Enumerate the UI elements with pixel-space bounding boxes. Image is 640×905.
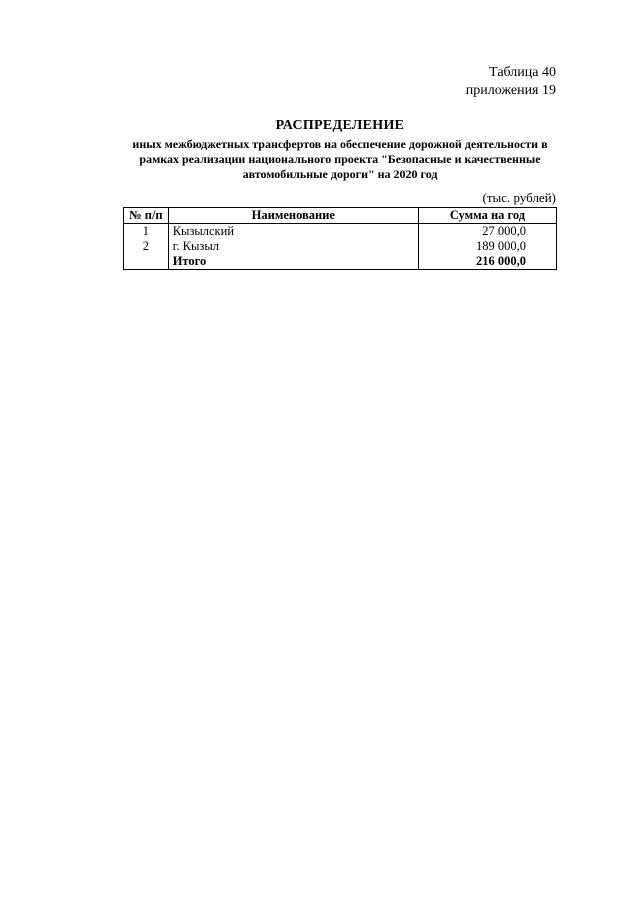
subtitle-line-2: рамках реализации национального проекта "Безопасные и качественные [139, 152, 541, 166]
total-row [124, 254, 557, 270]
row-sum: 27 000,0 [418, 224, 556, 240]
total-sum: 216 000,0 [418, 254, 556, 270]
subtitle-line-1: иных межбюджетных трансфертов на обеспечение дорожной деятельности в [132, 137, 548, 151]
table-number: Таблица 40 [489, 65, 556, 80]
header-name: Наименование [168, 208, 418, 224]
row-num: 1 [124, 224, 169, 240]
total-num [124, 254, 169, 270]
header-sum: Сумма на год [418, 208, 556, 224]
distribution-table [123, 207, 557, 270]
document-subtitle [110, 137, 570, 182]
title-block [110, 117, 570, 182]
table-reference [466, 64, 556, 100]
units-label: (тыс. рублей) [482, 190, 556, 205]
header-num: № п/п [124, 208, 169, 224]
document-title: РАСПРЕДЕЛЕНИЕ [275, 118, 405, 133]
row-name: г. Кызыл [168, 239, 418, 254]
subtitle-line-3: автомобильные дороги" на 2020 год [242, 167, 438, 181]
appendix-number: приложения 19 [465, 83, 556, 98]
total-label: Итого [168, 254, 418, 270]
table-row [124, 239, 557, 254]
table-row [124, 224, 557, 240]
table-header-row [124, 208, 557, 224]
row-sum: 189 000,0 [418, 239, 556, 254]
row-name: Кызылский [168, 224, 418, 240]
row-num: 2 [124, 239, 169, 254]
